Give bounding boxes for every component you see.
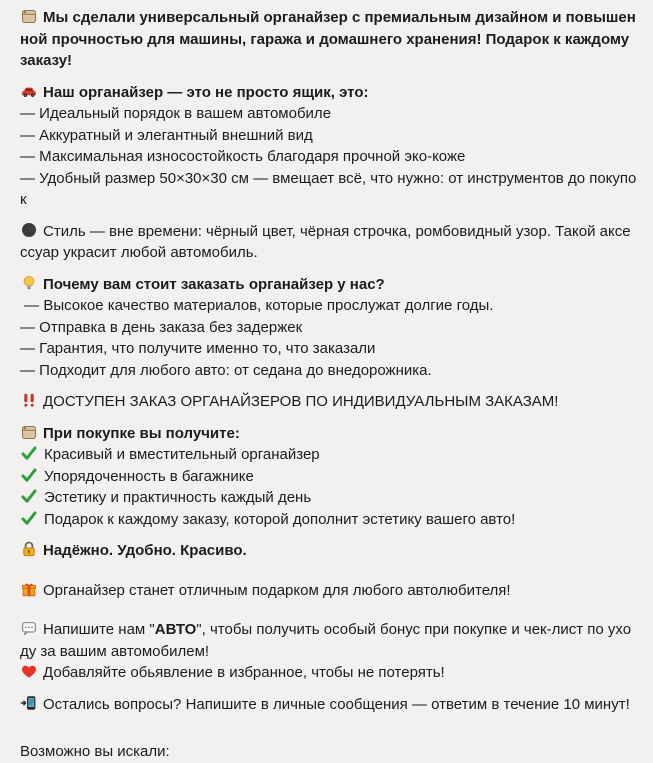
promo-section (20, 619, 637, 684)
favorite-paragraph (20, 662, 637, 684)
promo-text-before: Напишите нам " (43, 621, 155, 638)
organizer-heading-text: Наш органайзер — это не просто ящик, это: (43, 83, 369, 101)
checkmark-icon (20, 487, 38, 505)
package-icon (20, 7, 38, 25)
checkmark-icon (20, 509, 38, 527)
why-item: — Гарантия, что получите именно то, что заказали (20, 340, 376, 357)
promo-keyword: АВТО (154, 621, 197, 638)
phone-arrow-icon (20, 694, 38, 712)
promo-text-after: ", чтобы получить особый бонус при покупке и чек-лист по уходу за вашим автомобилем! (20, 621, 632, 660)
why-item: — Подходит для любого авто: от седана до внедорожника. (20, 361, 432, 379)
maybe-you-searched-label: Возможно вы искали: (20, 743, 170, 760)
benefits-heading (20, 423, 637, 445)
style-text: Стиль — вне времени: чёрный цвет, чёрная строчка, ромбовидный узор. Такой аксессуар украсит любой автомобиль. (20, 222, 631, 261)
why-item: — Высокое качество материалов, которые прослужат долгие годы. (20, 297, 494, 314)
gift-text: Органайзер станет отличным подарком для любого автолюбителя! (43, 581, 511, 599)
custom-orders-text: ДОСТУПЕН ЗАКАЗ ОРГАНАЙЗЕРОВ ПО ИНДИВИДУАЛЬНЫМ ЗАКАЗАМ! (43, 393, 559, 410)
benefit-item: Упорядоченность в багажнике (20, 466, 637, 488)
organizer-section (20, 82, 637, 211)
why-section (20, 274, 637, 382)
black-circle-icon (20, 221, 38, 239)
intro-paragraph (20, 7, 637, 72)
double-exclamation-icon (20, 391, 38, 409)
why-heading (20, 274, 637, 296)
speech-bubble-icon (20, 619, 38, 637)
gift-paragraph (20, 580, 637, 602)
reliable-paragraph (20, 540, 637, 562)
intro-text: Мы сделали универсальный органайзер с премиальным дизайном и повышенной прочностью для машины, гаража и домашнего хранения! Подарок к каждому заказу! (20, 9, 636, 69)
organizer-item: — Аккуратный и элегантный внешний вид (20, 126, 313, 144)
style-paragraph (20, 221, 637, 264)
favorite-text: Добавляйте обьявление в избранное, чтобы не потерять! (43, 664, 445, 681)
benefit-item: Красивый и вместительный органайзер (20, 444, 637, 466)
lock-icon (20, 540, 38, 558)
benefits-heading-text: При покупке вы получите: (43, 424, 240, 442)
custom-orders-paragraph (20, 391, 637, 413)
checkmark-icon (20, 466, 38, 484)
questions-paragraph (20, 694, 637, 716)
gift-icon (20, 580, 38, 598)
package-icon (20, 423, 38, 441)
organizer-item: — Максимальная износостойкость благодаря прочной эко-коже (20, 148, 466, 165)
benefit-item: Подарок к каждому заказу, которой дополнит эстетику вашего авто! (20, 509, 637, 531)
reliable-text: Надёжно. Удобно. Красиво. (43, 542, 247, 559)
organizer-item: — Удобный размер 50×30×30 см — вмещает всё, что нужно: от инструментов до покупок (20, 169, 637, 208)
heart-icon (20, 662, 38, 680)
car-icon (20, 82, 38, 100)
promo-paragraph (20, 619, 637, 662)
benefits-section (20, 423, 637, 531)
questions-text: Остались вопросы? Напишите в личные сообщения — ответим в течение 10 минут! (43, 695, 630, 713)
organizer-heading (20, 82, 637, 104)
benefit-item: Эстетику и практичность каждый день (20, 487, 637, 509)
why-heading-text: Почему вам стоит заказать органайзер у нас? (43, 275, 385, 293)
checkmark-icon (20, 444, 38, 462)
organizer-item: — Идеальный порядок в вашем автомобиле (20, 105, 332, 122)
why-item: — Отправка в день заказа без задержек (20, 318, 303, 336)
lightbulb-icon (20, 274, 38, 292)
